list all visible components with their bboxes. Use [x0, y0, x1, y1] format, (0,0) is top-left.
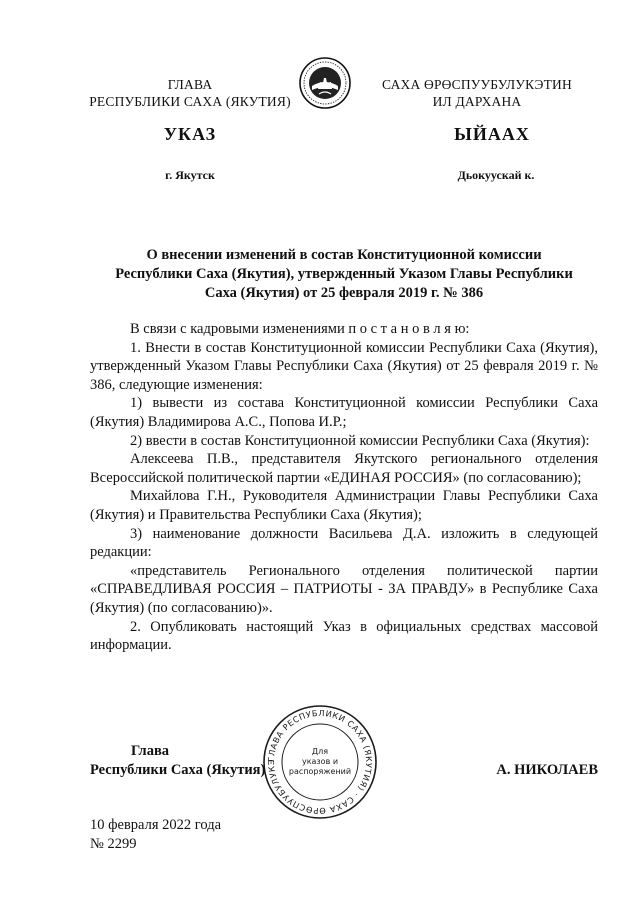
item-1-3: 3) наименование должности Васильева Д.А. изложить в следующей редакции: — [90, 525, 598, 561]
item-2: 2. Опубликовать настоящий Указ в официальных средствах массовой информации. — [90, 618, 598, 654]
item-1: 1. Внести в состав Конституционной комиссии Республики Саха (Якутия), утвержденный Указом Главы Республики Саха (Якутия) от 25 февраля 2019 г. № 386, следующие изменения: — [90, 339, 598, 393]
decree-body — [90, 320, 598, 655]
person-2: Михайлова Г.Н., Руководителя Администрации Главы Республики Саха (Якутия) и Правительства Республики Саха (Якутия); — [90, 488, 598, 523]
heading-line3: Саха (Якутия) от 25 февраля 2019 г. № 386 — [204, 285, 484, 301]
signatory-title-line1: Глава — [130, 743, 170, 759]
preamble: В связи с кадровыми изменениями п о с т а н о в л я ю: — [130, 321, 470, 337]
person-1: Алексеева П.В., представителя Якутского регионального отделения Всероссийской политической партии «ЕДИНАЯ РОССИЯ» (по согласованию); — [90, 451, 598, 486]
signatory-title-line2: Республики Саха (Якутия) — [90, 762, 266, 778]
stamp-inner-line2: указов и — [301, 757, 339, 766]
doc-type-sakha: ЫЙААХ — [454, 124, 530, 144]
stamp-inner-line1: Для — [311, 747, 329, 756]
official-stamp — [262, 704, 378, 820]
issuer-ru-line2: РЕСПУБЛИКИ САХА (ЯКУТИЯ) — [89, 94, 291, 109]
decree-number: № 2299 — [90, 836, 137, 852]
signatory-name: А. НИКОЛАЕВ — [496, 762, 598, 778]
stamp-inner-line3: распоряжений — [288, 767, 352, 776]
item-1-2: 2) ввести в состав Конституционной комиссии Республики Саха (Якутия): — [130, 432, 590, 449]
stamp-seal-icon — [262, 704, 378, 820]
heading-line2: Республики Саха (Якутия), утвержденный Указом Главы Республики — [115, 266, 573, 282]
coat-of-arms-emblem — [298, 56, 352, 110]
item-1-1: 1) вывести из состава Конституционной комиссии Республики Саха (Якутия) Владимирова А.С., Попова И.Р.; — [90, 395, 598, 430]
city-sakha: Дьокуускай к. — [457, 168, 535, 182]
decree-date-number — [90, 816, 221, 854]
heading-line1: О внесении изменений в состав Конституционной комиссии — [146, 247, 542, 263]
issuer-sakha-line1: САХА ӨРӨСПУУБУЛУКЭТИН — [382, 77, 572, 92]
issuer-sakha-line2: ИЛ ДАРХАНА — [432, 94, 522, 109]
coat-of-arms-icon — [298, 56, 352, 110]
decree-heading — [90, 246, 598, 303]
stamp-outer-text: ГЛАВА РЕСПУБЛИКИ САХА (ЯКУТИЯ) · САХА ӨРӨСПУУБУЛУКЭ — [265, 707, 375, 817]
doc-type-ru: УКАЗ — [163, 124, 217, 144]
issuer-ru — [70, 76, 310, 110]
issuer-ru-line1: ГЛАВА — [167, 77, 213, 92]
quote: «представитель Регионального отделения политической партии «СПРАВЕДЛИВАЯ РОССИЯ – ПАТРИОТЫ - ЗА ПРАВДУ» в Республике Саха (Якутия) (по согласованию)». — [90, 562, 598, 616]
decree-date: 10 февраля 2022 года — [90, 817, 222, 833]
issuer-sakha — [362, 76, 592, 110]
city-ru: г. Якутск — [165, 168, 215, 182]
signatory-title — [90, 742, 280, 780]
